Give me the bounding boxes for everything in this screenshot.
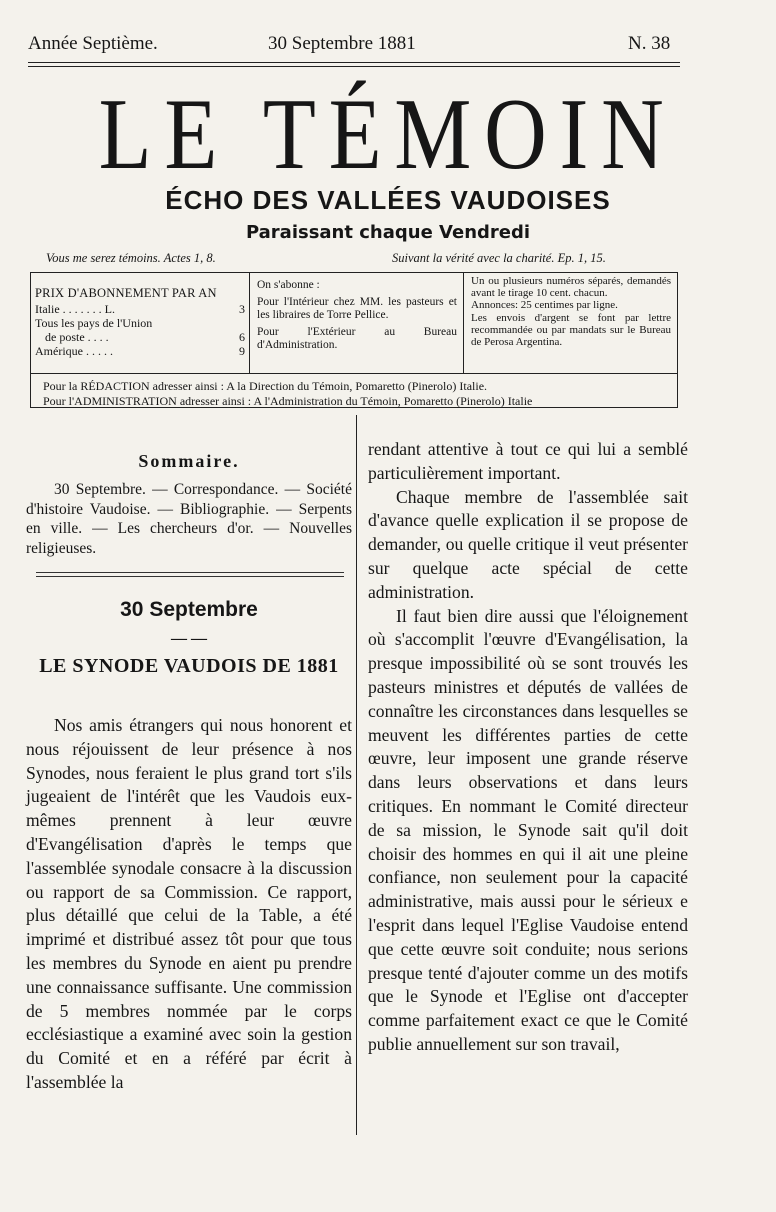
abonne-column [257,279,457,352]
article-paragraph: Chaque membre de l'assemblée sait d'avance quelle explication il se propose de demander, ou quelle critique il veut présenter sur quelque acte spécial de cette administration. [368,486,688,602]
abonne-exterior: Pour l'Extérieur au Bureau d'Administration. [257,326,457,351]
abonne-interior: Pour l'Intérieur chez MM. les pasteurs et les libraires de Torre Pellice. [257,296,457,321]
column-rule [356,415,357,1135]
issue-date: 30 Septembre 1881 [268,33,416,54]
top-rule-2 [28,66,680,67]
top-rule [28,62,680,63]
sommaire-rule-2 [36,576,344,577]
article-date-heading: 30 Septembre [120,598,258,621]
annonces-note: Annonces: 25 centimes par ligne. [471,299,618,312]
issue-number: N. 38 [628,33,671,54]
article-paragraph: Nos amis étrangers qui nous honorent et nous réjouissent de leur présence à nos Synodes, nous feraient le plus grand tort s'ils jugeaient de l'intérêt que les Vaudois eux-mêmes prennent à leur œuvre d'Evangélisation d'après le temps que l'assemblée synodale consacre à la discussion ou rapport de sa Commission. Ce rapport, plus détaillé que celui de la Table, a été imprimé et distribué assez tôt pour que tous les membres du Synode en aient pu prendre une connaissance suffisante. Une commission de 5 membres nommée par le corps ecclésiastique a examiné avec soin la gestion du Comité et en a référé par écrit à l'assemblée la [26,715,352,1092]
abonne-heading: On s'abonne : [257,279,320,291]
price-amount: 6 [239,330,245,344]
subscription-box [30,272,678,408]
price-amount: 9 [239,344,245,358]
envois-note: Les envois d'argent se font par lettre recommandée ou par mandats sur le Bureau de Perosa Argentina. [471,311,671,349]
motto-right: Suivant la vérité avec la charité. Ep. 1, 15. [392,251,606,265]
price-place: Amérique . . . . . [35,344,113,358]
box-divider-1 [249,273,250,373]
redaction-line: Pour la RÉDACTION adresser ainsi : A la Direction du Témoin, Pomaretto (Pinerolo) Italie. [43,379,488,393]
sommaire-rule [36,572,344,573]
box-divider-2 [463,273,464,373]
price-row [35,302,245,316]
price-column [35,286,245,358]
newspaper-title: LE TÉMOIN [98,78,677,191]
price-place: Italie . . . . . . . L. [35,302,115,316]
price-row [35,344,245,358]
article-paragraph: Il faut bien dire aussi que l'éloignement où s'accomplit l'œuvre d'Evangélisation, la presque impossibilité où se sont trouvés les pasteurs ministres et députés de vallées de connaître les circonstances dans lesquelles se meuvent les différentes parties de cette œuvre, leur imposent une grande réserve dans leurs observations et dans leurs critiques. En nommant le Comité directeur de sa mission, le Synode sait qu'il doit choisir des hommes en qui il ait une pleine confiance, non seulement pour la capacité administrative, mais aussi pour le sérieux e l'esprit dans lequel l'Eglise Vaudoise entend que cette œuvre soit conduite; nous serions presque tenté d'ajouter comme un des motifs que le Synode et l'Eglise ont d'accepter comme parfaitement exact ce que le Comité publie annuellement sur son travail, [368,605,688,1054]
notes-column [471,275,671,348]
article-title: LE SYNODE VAUDOIS DE 1881 [39,655,339,677]
price-row [35,316,245,330]
sommaire-text: 30 Septembre. — Correspondance. — Société d'histoire Vaudoise. — Bibliographie. — Serpents en ville. — Les chercheurs d'or. — Nouvelles religieuses. [26,481,352,557]
year-label: Année Septième. [28,33,158,54]
price-place: de poste . . . . [45,330,109,344]
article-separator: — — [171,630,207,647]
price-row [35,330,245,344]
administration-line: Pour l'ADMINISTRATION adresser ainsi : A l'Administration du Témoin, Pomaretto (Pinerolo) Italie [43,394,533,408]
price-place: Tous les pays de l'Union [35,316,153,330]
numbers-note: Un ou plusieurs numéros séparés, demandés avant le tirage 10 cent. chacun. [471,275,671,300]
price-amount: 3 [239,302,245,316]
box-divider-h [31,373,677,374]
motto-left: Vous me serez témoins. Actes 1, 8. [46,251,216,265]
price-heading: PRIX D'ABONNEMENT PAR AN [35,286,217,300]
sommaire-title: Sommaire. [138,451,240,471]
frequency-line: Paraissant chaque Vendredi [245,222,531,243]
article-paragraph: rendant attentive à tout ce qui lui a semblé particulièrement important. [368,439,688,483]
newspaper-subtitle: ÉCHO DES VALLÉES VAUDOISES [165,185,611,215]
article-paragraph [368,438,688,1057]
